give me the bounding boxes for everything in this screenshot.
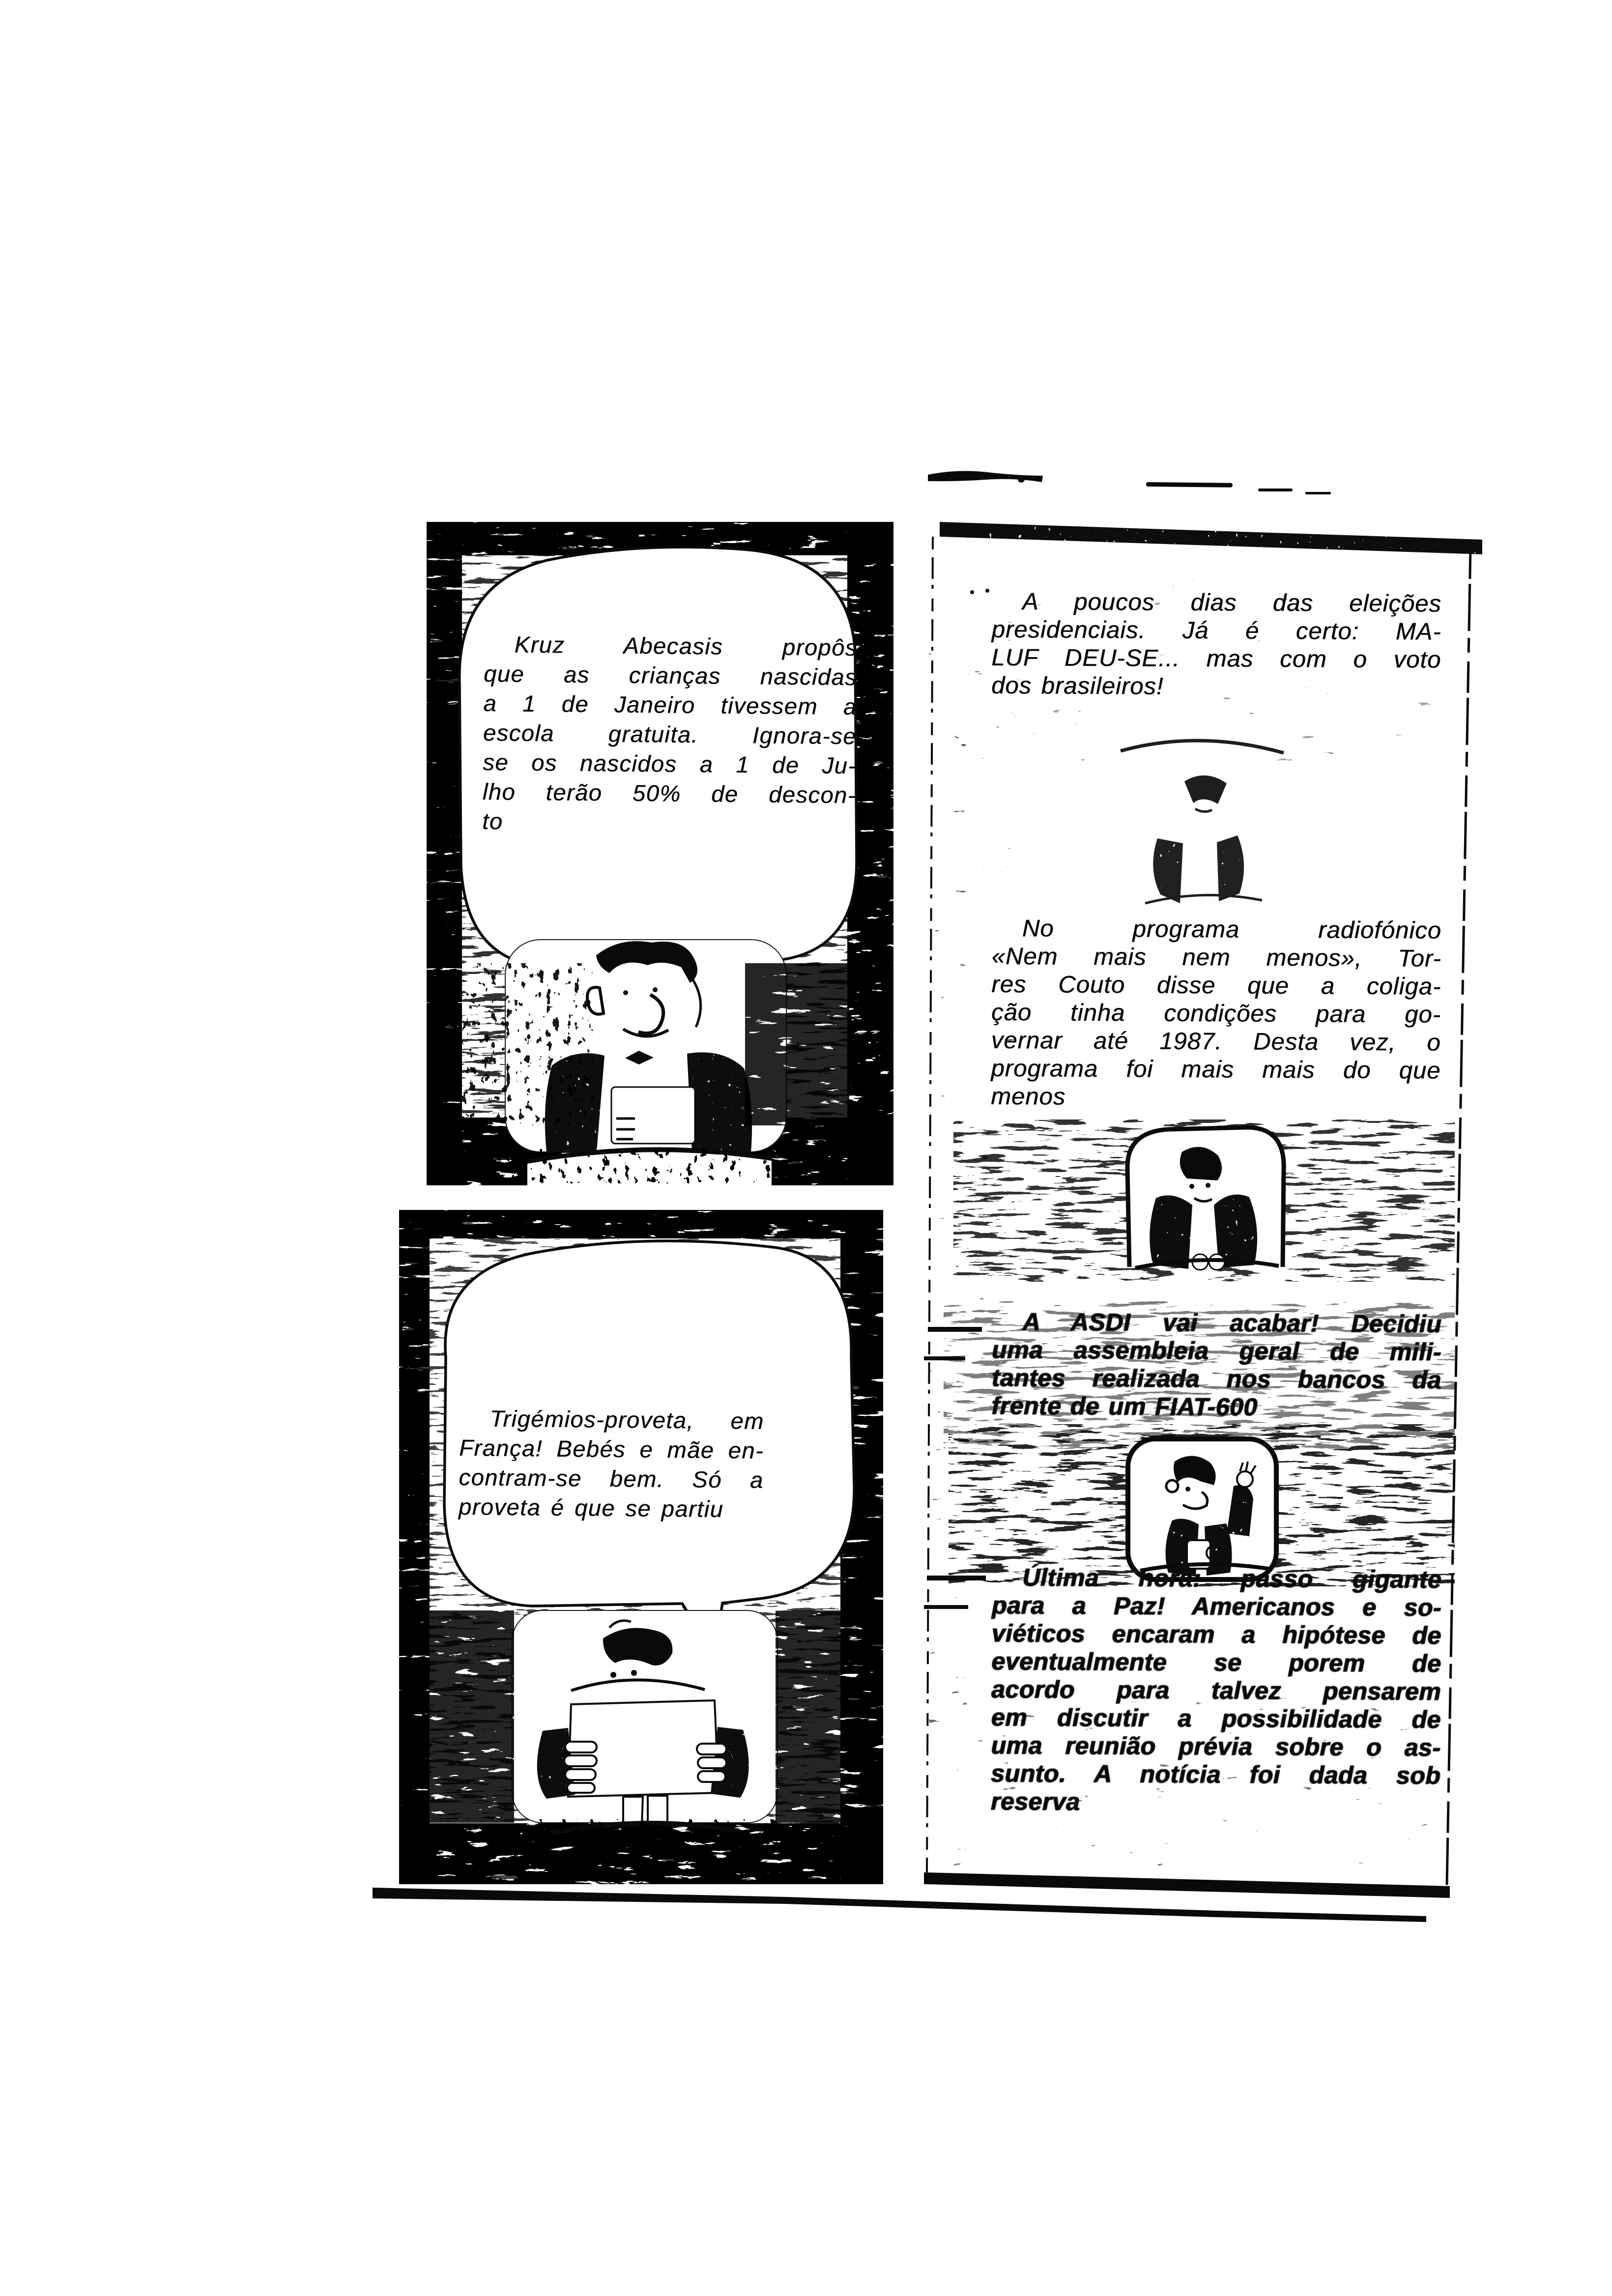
text-line: escola gratuita. Ignora-se (483, 719, 857, 749)
scan-dash-top-left (928, 471, 1043, 482)
scan-dash-top-mid (1146, 482, 1233, 488)
text-line: A poucos dias das eleições (1022, 588, 1441, 617)
text-line: Kruz Abecasis propôs (514, 631, 858, 661)
tv-anchor-at-desk-icon (1127, 1127, 1284, 1270)
tv-faint-seated-figure-icon (1121, 741, 1284, 903)
speech-bubble-text-bottom (459, 1404, 764, 1524)
text-line: frente de um FIAT-600 (991, 1391, 1258, 1421)
text-line: ção tinha condições para go- (991, 999, 1441, 1028)
box-top-border (940, 522, 1482, 554)
text-line: contram-se bem. Só a (459, 1464, 764, 1493)
text-line: dos brasileiros! (991, 672, 1164, 700)
text-line: eventualmente se porem de (991, 1647, 1441, 1677)
text-line: lho terão 50% de descon- (482, 778, 857, 808)
comic-panel-bottom (399, 1210, 883, 1884)
news-item-3 (991, 1308, 1441, 1422)
text-line: programa foi mais mais do que (991, 1055, 1441, 1084)
text-line: que as crianças nascidas (483, 660, 858, 690)
tv-waving-presenter-icon (1128, 1439, 1276, 1579)
text-line: res Couto disse que a coliga- (991, 971, 1441, 1000)
text-line: em discutir a possibilidade de (991, 1703, 1441, 1733)
text-line: A ASDI vai acabar! Decidiu (1022, 1308, 1441, 1338)
text-line: França! Bebés e mãe en- (459, 1434, 764, 1464)
text-line: presidenciais. Já é certo: MA- (991, 616, 1441, 645)
text-line: vernar até 1987. Desta vez, o (991, 1027, 1441, 1056)
box-bottom-border (924, 1872, 1450, 1898)
text-line: to (482, 807, 503, 834)
text-line: tantes realizada nos bancos da (991, 1363, 1441, 1394)
text-line: para a Paz! Americanos e so- (991, 1591, 1441, 1621)
text-line: a 1 de Janeiro tivessem a (483, 689, 857, 720)
text-line: proveta é que se partiu (458, 1493, 724, 1522)
text-line: uma reunião prévia sobre o as- (990, 1731, 1441, 1761)
text-line: menos (990, 1083, 1066, 1110)
comic-panel-top (427, 522, 893, 1185)
text-line: acordo para talvez pensarem (991, 1675, 1441, 1705)
text-line: se os nascidos a 1 de Ju- (483, 748, 857, 779)
news-item-1 (991, 588, 1441, 702)
comic-panel-bottom-art (399, 1210, 883, 1884)
text-line: reserva (990, 1787, 1080, 1815)
text-line: sunto. A notícia foi dada sob (990, 1759, 1440, 1789)
text-line: No programa radiofónico (1022, 915, 1441, 944)
comic-panel-top-art (427, 522, 893, 1185)
text-line: Trigémios-proveta, em (489, 1405, 764, 1434)
news-item-4 (990, 1563, 1441, 1818)
text-line: «Nem mais nem menos», Tor- (991, 943, 1441, 972)
speech-bubble-text-top (482, 630, 858, 839)
text-line: viéticos encaram a hipótese de (991, 1619, 1441, 1649)
news-item-2 (991, 915, 1441, 1113)
text-line: LUF DEU-SE... mas com o voto (991, 644, 1441, 673)
text-line: uma assembleia geral de mili- (991, 1335, 1441, 1366)
text-line: Última hora: passo gigante (1022, 1563, 1441, 1593)
